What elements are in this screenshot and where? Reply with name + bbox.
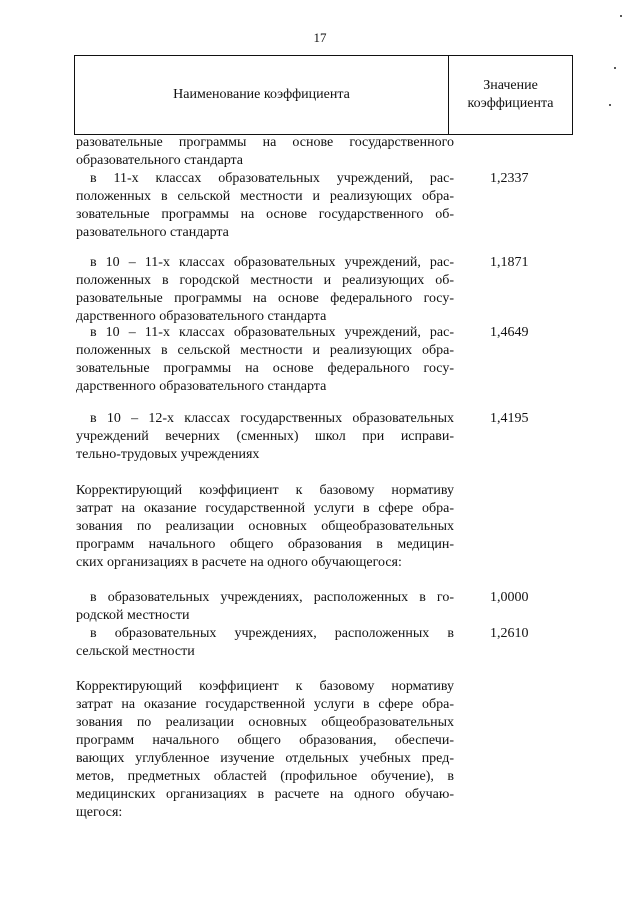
coefficient-value: 1,4649 (490, 325, 529, 340)
text-line: родской местности (76, 608, 190, 623)
text-line: образовательного стандарта (76, 153, 244, 168)
text-line: положенных в сельской местности и реализующих обра- (76, 189, 454, 204)
coefficient-value: 1,1871 (490, 255, 529, 270)
text-line: разовательные программы на основе государственного (76, 135, 454, 150)
text-line: медицинских организациях в расчете на одного обучаю- (76, 787, 454, 802)
text-line: зования по реализации основных общеобразовательных (76, 519, 454, 534)
text-line: положенных в сельской местности и реализующих обра- (76, 343, 454, 358)
column-header-value (449, 56, 572, 134)
text-line: дарственного образовательного стандарта (76, 309, 327, 324)
text-line: в 10 – 11-х классах образовательных учреждений, рас- (90, 255, 454, 270)
coefficient-value: 1,2337 (490, 171, 529, 186)
scan-speck (620, 15, 622, 17)
text-line: в 11-х классах образовательных учреждений, рас- (90, 171, 454, 186)
coefficient-value: 1,2610 (490, 626, 529, 641)
text-line: зования по реализации основных общеобразовательных (76, 715, 454, 730)
coefficient-value: 1,0000 (490, 590, 529, 605)
text-line: зовательные программы на основе федерального госу- (76, 361, 454, 376)
page-number: 17 (313, 30, 327, 45)
text-line: сельской местности (76, 644, 195, 659)
table-header (74, 55, 573, 135)
text-line: затрат на оказание государственной услуги в сфере обра- (76, 501, 454, 516)
text-line: разовательные программы на основе федерального госу- (76, 291, 454, 306)
text-line: учреждений вечерних (сменных) школ при исправи- (76, 429, 454, 444)
text-line: в образовательных учреждениях, расположенных в (90, 626, 454, 641)
text-line: щегося: (76, 805, 123, 820)
text-line: вающих углубленное изучение отдельных учебных пред- (76, 751, 454, 766)
text-line: дарственного образовательного стандарта (76, 379, 327, 394)
text-line: в 10 – 12-х классах государственных образовательных (90, 411, 454, 426)
column-header-value-line1: Значение (483, 78, 538, 93)
text-line: в 10 – 11-х классах образовательных учреждений, рас- (90, 325, 454, 340)
text-line: ских организациях в расчете на одного обучающегося: (76, 555, 402, 570)
text-line: метов, предметных областей (профильное обучение), в (76, 769, 454, 784)
text-line: затрат на оказание государственной услуги в сфере обра- (76, 697, 454, 712)
text-line: Корректирующий коэффициент к базовому нормативу (76, 679, 454, 694)
column-header-name: Наименование коэффициента (173, 87, 350, 102)
scan-speck (609, 104, 611, 106)
text-line: тельно-трудовых учреждениях (76, 447, 260, 462)
text-line: зовательные программы на основе государственного об- (76, 207, 454, 222)
text-line: программ начального общего образования, обеспечи- (76, 733, 454, 748)
text-line: программ начального общего образования в медицин- (76, 537, 454, 552)
text-line: положенных в городской местности и реализующих об- (76, 273, 454, 288)
text-line: Корректирующий коэффициент к базовому нормативу (76, 483, 454, 498)
coefficient-value: 1,4195 (490, 411, 529, 426)
scan-speck (614, 67, 616, 69)
text-line: в образовательных учреждениях, расположенных в го- (90, 590, 454, 605)
column-header-value-line2: коэффициента (467, 96, 554, 111)
text-line: разовательного стандарта (76, 225, 229, 240)
